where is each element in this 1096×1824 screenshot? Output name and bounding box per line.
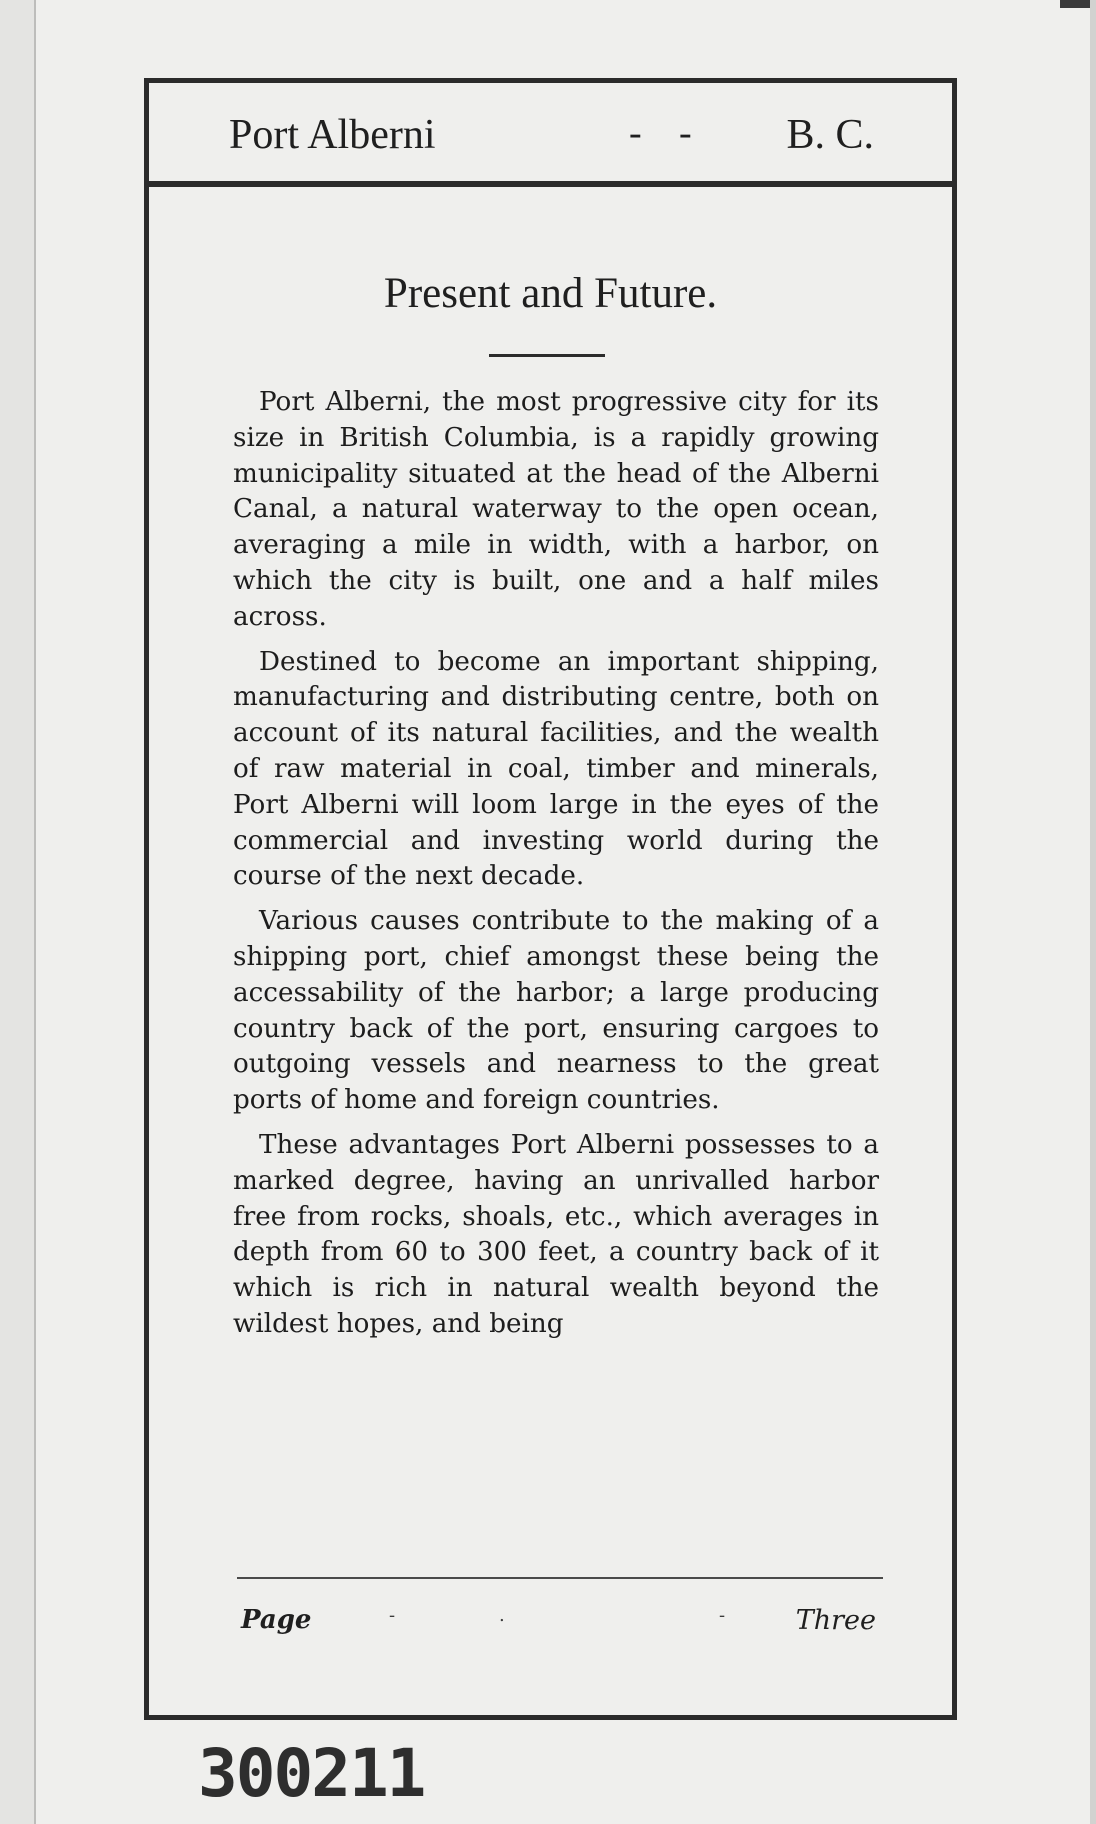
page-left-edge (0, 0, 36, 1824)
header-dash-2: - (679, 112, 692, 154)
paragraph: Destined to become an important shipping, manufacturing and distributing centre, both on account of its natural facilities, and the wealth of raw material in coal, timber and minerals, Port Alberni will loom large in the eyes of the commercial and investing world during the course of the next decade. (233, 646, 879, 892)
footer-dot-3: - (719, 1605, 726, 1626)
footer-page-label: Page (241, 1605, 312, 1635)
paragraph: Port Alberni, the most progressive city for its size in British Columbia, is a rapidly growing municipality situated at the head of the Alberni Canal, a natural waterway to the open ocean, averaging a mile in width, with a harbor, on which the city is built, one and a half miles across. (233, 387, 879, 632)
paragraph: These advantages Port Alberni possesses to a marked degree, having an unrivalled harbor free from rocks, shoals, etc., which averages in depth from 60 to 300 feet, a country back of it which is rich in natural wealth beyond the wildest hopes, and being (233, 1129, 879, 1339)
running-header (149, 83, 952, 187)
page-frame (144, 78, 957, 1720)
footer-dot-2: . (499, 1605, 505, 1626)
page-title: Present and Future. (383, 270, 718, 317)
article-body (233, 385, 879, 1352)
archive-stamp-number: 300211 (198, 1735, 425, 1812)
paragraph: Various causes contribute to the making of a shipping port, chief amongst these being the accessability of the harbor; a large producing country back of the port, ensuring cargoes to outgoing vessels and nearness to the great ports of home and foreign countries. (233, 906, 879, 1116)
header-dash-1: - (629, 112, 642, 154)
page-right-edge (1090, 0, 1096, 1824)
header-province: B. C. (786, 112, 874, 158)
footer-rule (237, 1577, 883, 1579)
header-city: Port Alberni (229, 112, 436, 158)
footer-page-number: Three (795, 1605, 876, 1636)
title-underline (489, 354, 605, 357)
footer-dot-1: - (389, 1605, 396, 1626)
